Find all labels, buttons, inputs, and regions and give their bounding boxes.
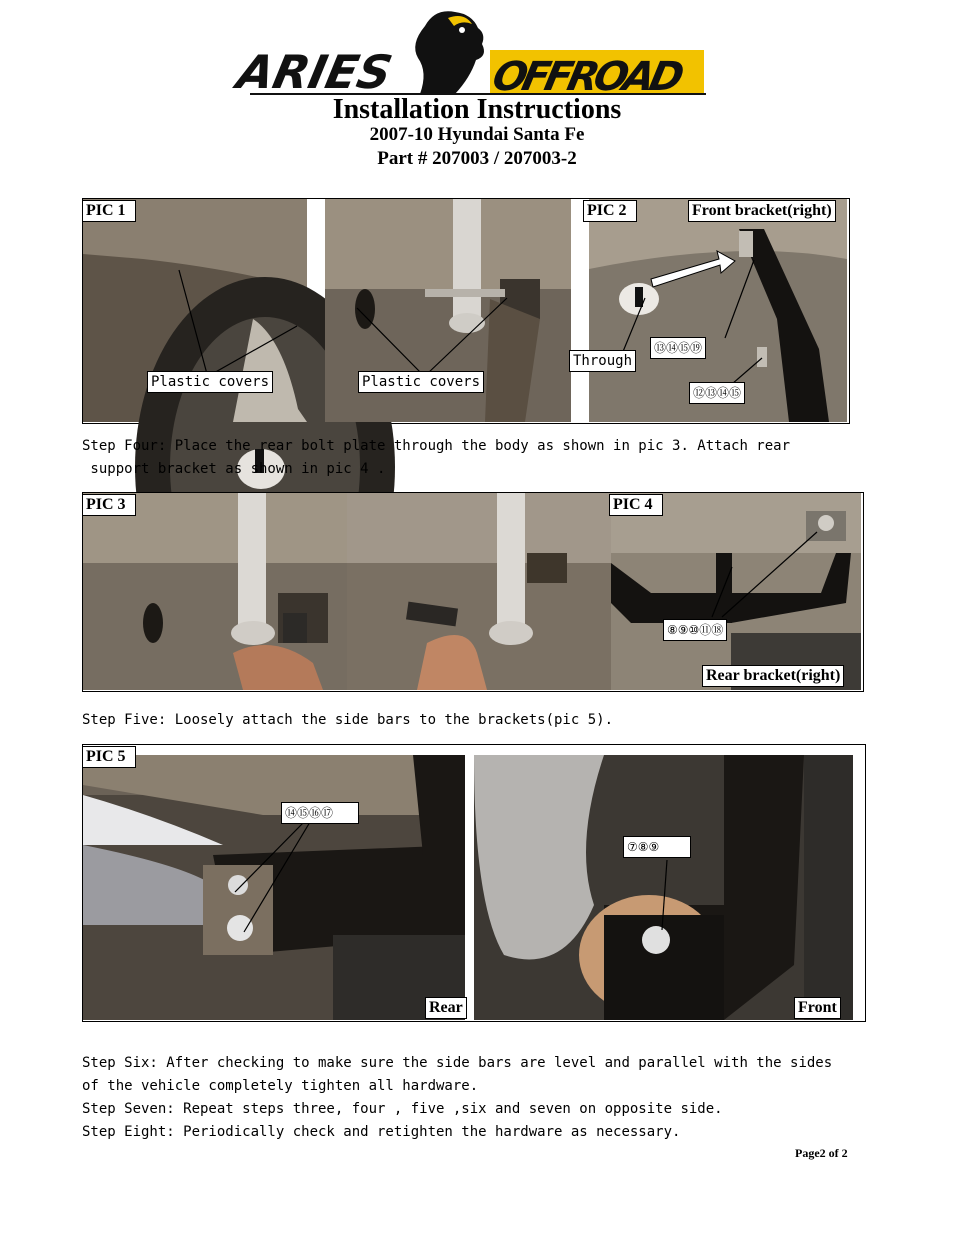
hardware-numbers-d: ⑭⑮⑯⑰ bbox=[281, 802, 359, 824]
hardware-numbers-e: ⑦⑧⑨ bbox=[623, 836, 691, 858]
step-six-line2: of the vehicle completely tighten all hardware. bbox=[82, 1078, 479, 1094]
hardware-numbers-b: ⑫⑬⑭⑮ bbox=[689, 382, 745, 404]
svg-text:OFFROAD: OFFROAD bbox=[488, 52, 689, 100]
step-eight: Step Eight: Periodically check and retighten the hardware as necessary. bbox=[82, 1124, 681, 1140]
pic2-label: PIC 2 bbox=[583, 200, 637, 222]
front-bracket-label: Front bracket(right) bbox=[688, 200, 836, 222]
row2-callout-lines bbox=[82, 492, 862, 690]
front-label: Front bbox=[794, 997, 841, 1019]
step-seven: Step Seven: Repeat steps three, four , five ,six and seven on opposite side. bbox=[82, 1101, 723, 1117]
page-number: Page2 of 2 bbox=[795, 1146, 848, 1160]
part-number: Part # 207003 / 207003-2 bbox=[377, 148, 577, 169]
svg-text:ARIES: ARIES bbox=[232, 45, 397, 99]
row3-callout-lines bbox=[82, 744, 864, 1020]
plastic-covers-label-b: Plastic covers bbox=[358, 371, 484, 393]
through-label: Through bbox=[569, 350, 636, 372]
step-four-line1: Step Four: Place the rear bolt plate through the body as shown in pic 3. Attach rear bbox=[82, 438, 791, 454]
page-title: Installation Instructions bbox=[332, 94, 622, 125]
pic4-label: PIC 4 bbox=[609, 494, 663, 516]
aries-offroad-logo bbox=[232, 8, 706, 100]
step-four-line2: support bracket as shown in pic 4 . bbox=[82, 461, 386, 477]
vehicle-subtitle: 2007-10 Hyundai Santa Fe bbox=[369, 124, 585, 145]
plastic-covers-label-a: Plastic covers bbox=[147, 371, 273, 393]
pic3-label: PIC 3 bbox=[82, 494, 136, 516]
rear-bracket-label: Rear bracket(right) bbox=[702, 665, 844, 687]
step-five: Step Five: Loosely attach the side bars to the brackets(pic 5). bbox=[82, 712, 614, 728]
pic1-label: PIC 1 bbox=[82, 200, 136, 222]
hardware-numbers-c: ⑧⑨⑩⑪⑱ bbox=[663, 619, 727, 641]
rear-label: Rear bbox=[425, 997, 467, 1019]
hardware-numbers-a: ⑬⑭⑮⑲ bbox=[650, 337, 706, 359]
pic5-label: PIC 5 bbox=[82, 746, 136, 768]
step-six-line1: Step Six: After checking to make sure the side bars are level and parallel with the sides bbox=[82, 1055, 833, 1071]
